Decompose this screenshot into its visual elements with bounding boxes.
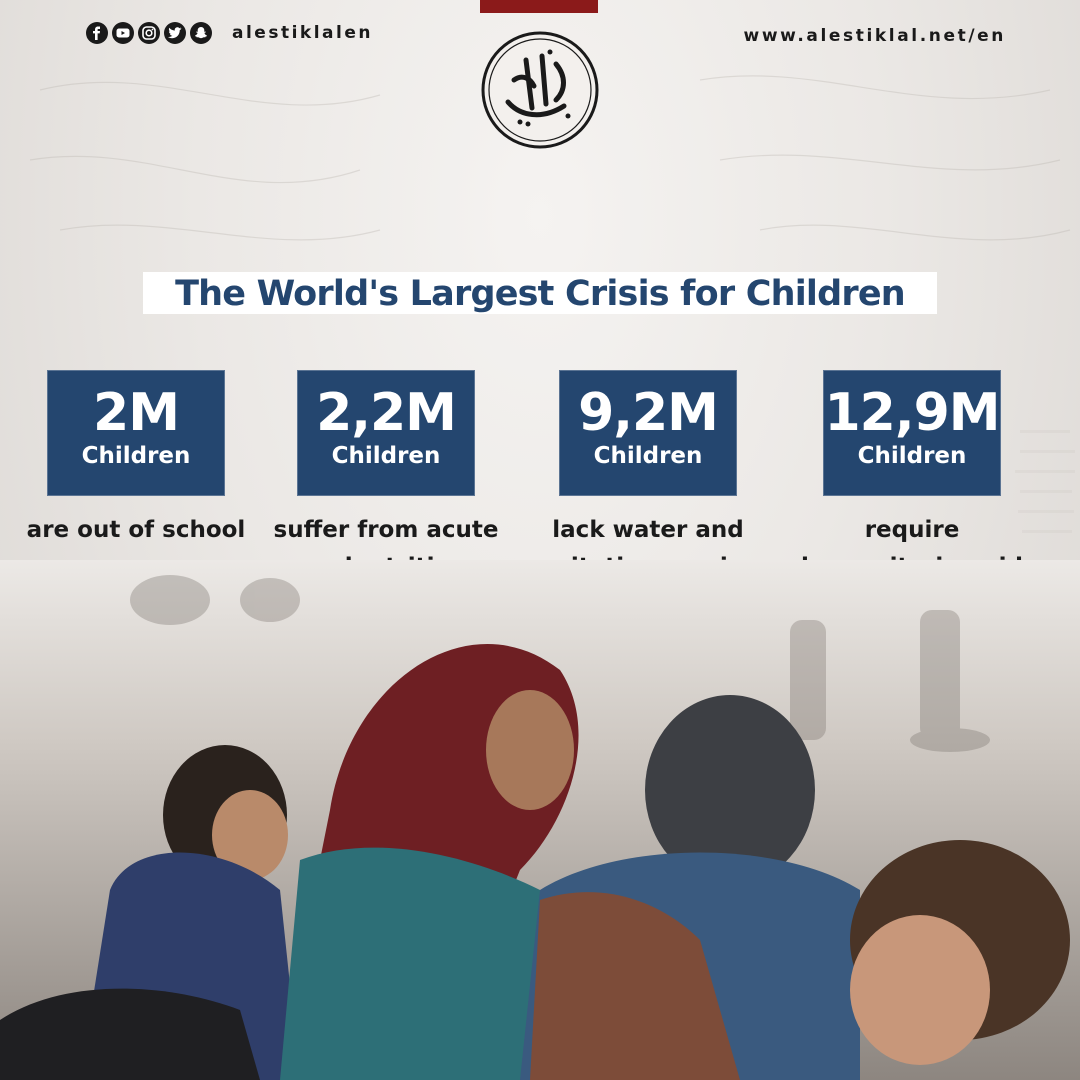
stat-description: are out of school xyxy=(26,517,246,543)
stat-card xyxy=(256,370,516,586)
stat-card xyxy=(6,370,266,549)
stat-unit: Children xyxy=(857,443,967,469)
stat-value: 2M xyxy=(93,383,179,443)
stat-unit: Children xyxy=(81,443,191,469)
stat-box xyxy=(297,370,475,496)
children-photo xyxy=(0,560,1080,1080)
twitter-icon[interactable] xyxy=(164,22,186,44)
stat-value: 12,9M xyxy=(824,383,1000,443)
youtube-icon[interactable] xyxy=(112,22,134,44)
stat-unit: Children xyxy=(331,443,441,469)
logo-emblem xyxy=(480,30,600,150)
social-handle[interactable]: alestiklalen xyxy=(232,23,373,43)
stat-value: 9,2M xyxy=(578,383,718,443)
instagram-icon[interactable] xyxy=(138,22,160,44)
snapchat-icon[interactable] xyxy=(190,22,212,44)
stat-card xyxy=(518,370,778,586)
social-links xyxy=(86,20,373,46)
stat-box xyxy=(559,370,737,496)
stat-description: require xyxy=(864,517,960,543)
stat-unit: Children xyxy=(593,443,703,469)
stat-value: 2,2M xyxy=(316,383,456,443)
stat-box xyxy=(823,370,1001,496)
stat-box xyxy=(47,370,225,496)
stat-description: suffer from acute xyxy=(273,517,499,543)
stat-description: lack water and xyxy=(552,517,744,543)
website-url[interactable]: www.alestiklal.net/en xyxy=(743,26,1006,46)
page-title: The World's Largest Crisis for Children xyxy=(175,274,905,314)
facebook-icon[interactable] xyxy=(86,22,108,44)
top-accent-bar xyxy=(480,0,598,13)
brand-logo xyxy=(480,30,600,150)
